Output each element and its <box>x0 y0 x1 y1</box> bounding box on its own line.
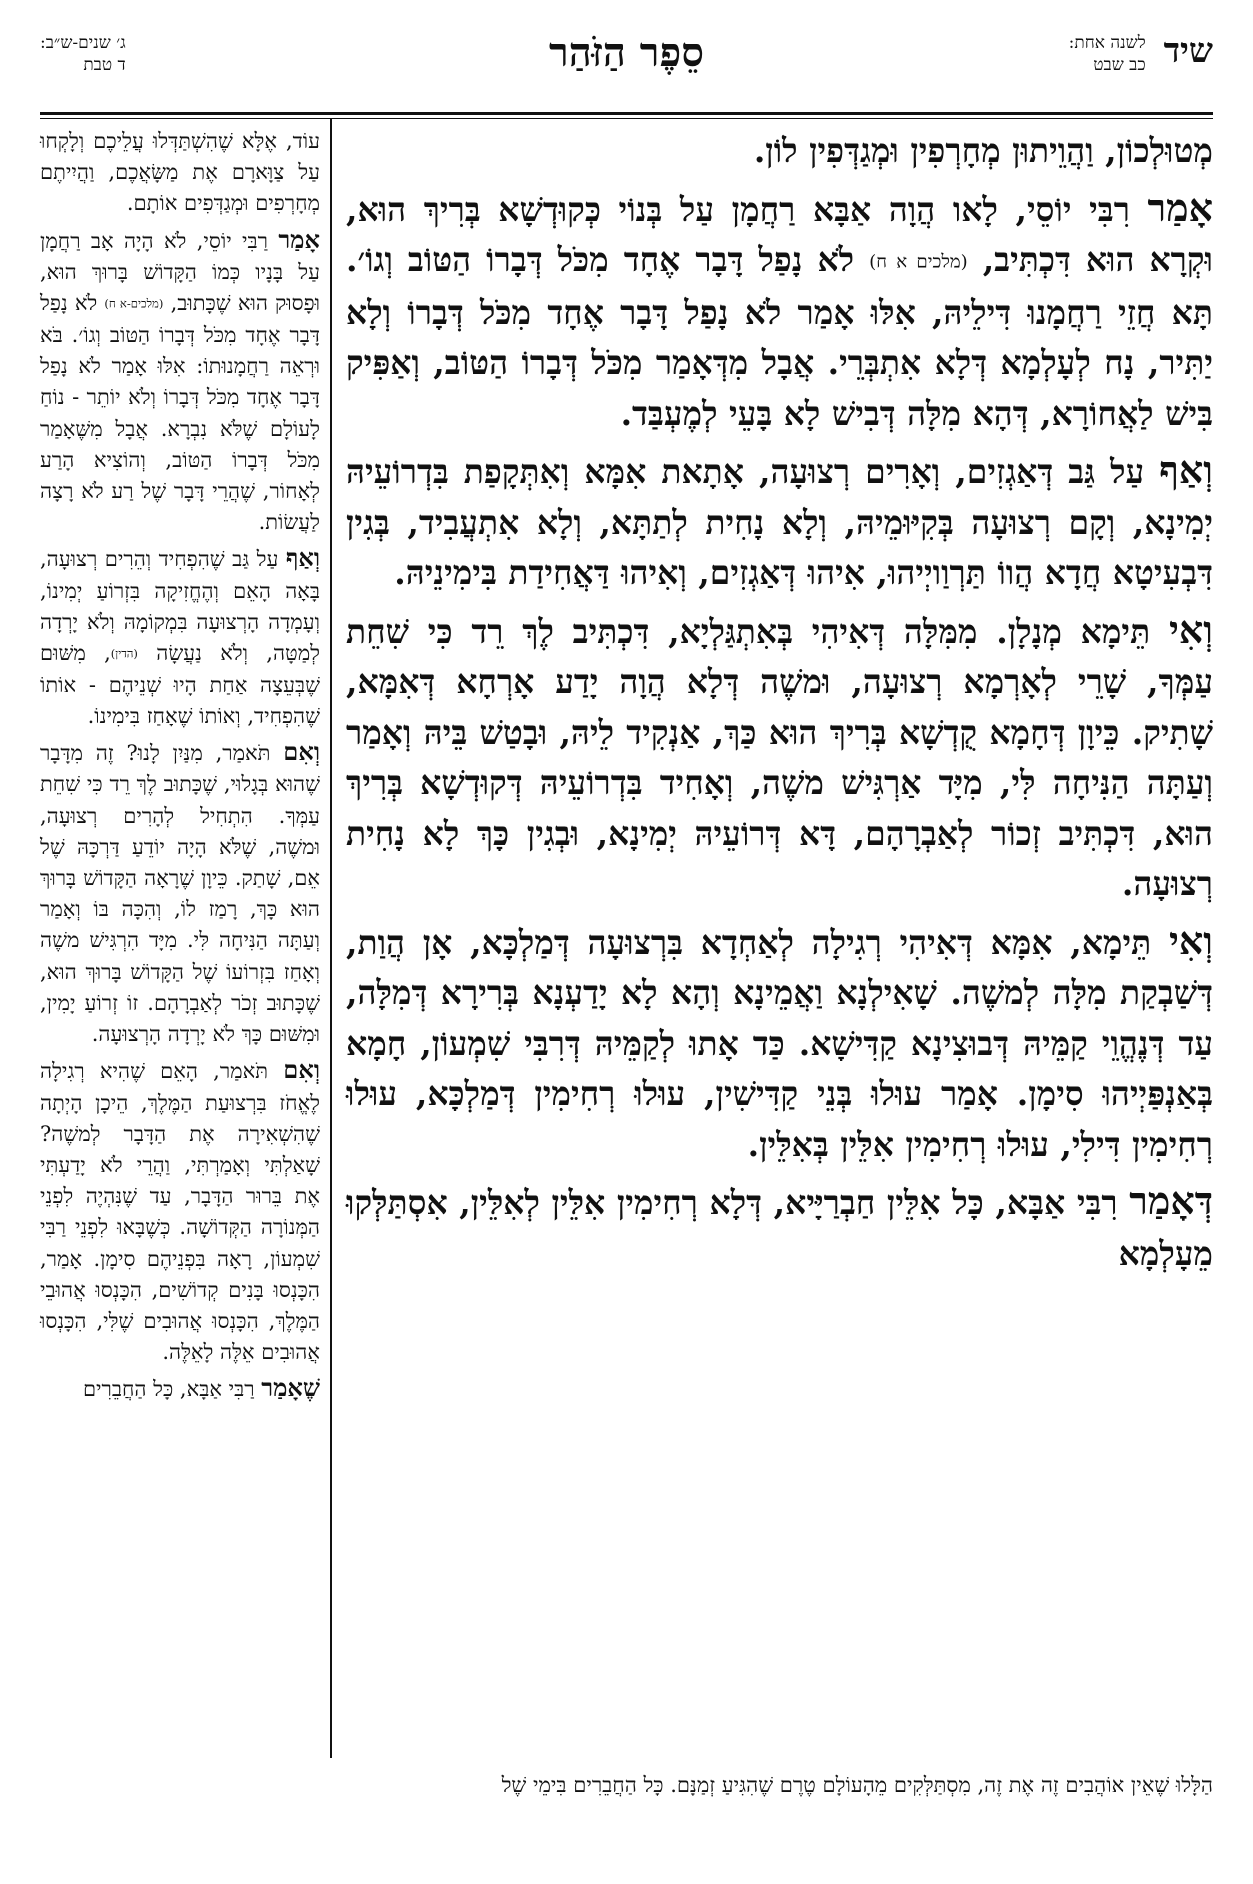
hebrew-paragraph <box>40 1372 320 1405</box>
paragraph-lead-word: וְאִי <box>1168 606 1213 652</box>
hebrew-text: תֹּאמַר, הָאֵם שֶׁהִיא רְגִילָה לֶאֱחֹז בִּרְצוּעַת הַמֶּלֶךְ, הֵיכָן הָיְתָה שֶׁהִשְׁאִירָה אֶת הַדָּבָר לְמשֶׁה? שָׁאַלְתִּי וְאָמַרְתִּי, וַהֲרֵי לֹא יָדַעְתִּי אֶת בֵּרוּר הַדָּבָר, עַד שֶׁנִּהְיֶה לִפְנֵי הַמְּנוֹרָה הַקְּדוֹשָׁה. כְּשֶׁבָּאוּ לִפְנֵי רַבִּי שִׁמְעוֹן, רָאָה בִּפְנֵיהֶם סִימָן. אָמַר, הִכָּנְסוּ בָּנִים קְדוֹשִׁים, הִכָּנְסוּ אֲהוּבֵי הַמֶּלֶךְ, הִכָּנְסוּ אֲהוּבִים שֶׁלִּי, הִכָּנְסוּ אֲהוּבִים אֵלֶּה לָאֵלֶּה. <box>40 1059 320 1365</box>
paragraph-lead-word: שֶׁאָמַר <box>261 1373 320 1403</box>
hebrew-text: עַל גַּב שֶׁהִפְחִיד וְהֵרִים רְצוּעָה, בָּאָה הָאֵם וְהֶחֱזִיקָה בִּזְרוֹעַ יְמִינוֹ, וְעָמְדָה הָרְצוּעָה בִּמְקוֹמָהּ וְלֹא יָרְדָה לְמַטָּה, וְלֹא נַעֲשָׂה <box>40 547 320 665</box>
book-title: סֵפֶר הַזֹּהַר <box>549 29 704 76</box>
hebrew-text: רַבִּי אַבָּא, כָּל הַחֲבֵרִים <box>82 1377 262 1402</box>
paragraph-lead-word: וְאַף <box>285 543 320 573</box>
hebrew-paragraph <box>40 542 320 732</box>
hebrew-text: רַבִּי יוֹסֵי, לֹא הָיָה אָב רַחֲמָן עַל בָּנָיו כְּמוֹ הַקָּדוֹשׁ בָּרוּךְ הוּא, וּפָסוּק הוּא שֶׁכָּתוּב, <box>40 228 320 316</box>
aramaic-text: רִבִּי אַבָּא, כָּל אִלֵּין חַבְרַיָּיא, דְּלָא רְחִימִין אִלֵּין לְאִלֵּין, אִסְתַּלְּקוּ מֵעָלְמָא <box>346 1183 1213 1273</box>
hebrew-paragraph <box>40 126 320 220</box>
hebrew-paragraph <box>40 736 320 1050</box>
hebrew-text: , מִשּׁוּם שֶׁבְּעֵצָה אַחַת הָיוּ שְׁנֵיהֶם - אוֹתוֹ שֶׁהִפְחִיד, וְאוֹתוֹ שֶׁאָחַז בִּימִינוֹ. <box>40 640 320 729</box>
paragraph-lead-word: אָמַר <box>1147 184 1213 230</box>
verse-reference: (מלכים-א ח) <box>104 296 164 311</box>
aramaic-paragraph <box>346 183 1213 440</box>
header-rule-thin <box>40 118 1213 119</box>
aramaic-text: תֵּימָא מְנָלָן. מִמִּלָּה דְּאִיהִי בְּאִתְגַּלְיָא, דִּכְתִּיב לֶךְ רֵד כִּי שִׁחֵת עַמְּךָ, שָׁרֵי לְאָרְמָא רְצוּעָה, וּמשֶׁה דְּלָא הֲוָה יָדַע אָרְחָא דְּאִמָּא, שָׁתִיק. כֵּיוָן דְּחָמָא קֻדְשָׁא בְּרִיךְ הוּא כַּךְ, אַנְקִיד לֵיהּ, וּבָטַשׁ בֵּיהּ וְאָמַר וְעַתָּה הַנִּיחָה לִּי, מִיָּד אַרְגִּישׁ משֶׁה, וְאָחִיד בִּדְרוֹעֵיהּ דְּקוּדְשָׁא בְּרִיךְ הוּא, דִּכְתִּיב זְכוֹר לְאַבְרָהָם, דָּא דְּרוֹעֵיהּ יְמִינָא, וּבְגִין כָּךְ לָא נָחִית רְצוּעָה. <box>346 611 1213 904</box>
hebrew-paragraph <box>40 1054 320 1368</box>
aramaic-text: לֹא נָפַל דָּבָר אֶחָד מִכֹּל דְּבָרוֹ הַטּוֹב וְגוֹ׳. תָּא חֲזֵי רַחֲמָנוּ דִּילֵיהּ, אִלּוּ אָמַר לֹא נָפַל דָּבָר אֶחָד מִכֹּל דְּבָרוֹ וְלָא יַתִּיר, נָח לְעָלְמָא דְּלָא אִתְבְּרֵי. אֲבָל מִדְּאָמַר מִכֹּל דְּבָרוֹ הַטּוֹב, וְאַפִּיק בִּישׁ לַאֲחוֹרָא, דְּהָא מִלָּה דְּבִישׁ לָא בָּעֵי לְמֶעְבַּד. <box>346 240 1213 433</box>
schedule-right-line2: כב שבט <box>1093 55 1146 75</box>
paragraph-lead-word: אָמַר <box>278 224 320 254</box>
paragraph-lead-word: וְאִי <box>1168 917 1213 963</box>
hebrew-text: תֹּאמַר, מִנַּיִן לָנוּ? זֶה מִדָּבָר שֶׁהוּא בְּגָלוּי, שֶׁכָּתוּב לֶךְ רֵד כִּי שִׁחֵת עַמְּךָ. הִתְחִיל לְהָרִים רְצוּעָה, וּמשֶׁה, שֶׁלֹּא הָיָה יוֹדֵעַ דַּרְכָּהּ שֶׁל אֵם, שָׁתַק. כֵּיוָן שֶׁרָאָה הַקָּדוֹשׁ בָּרוּךְ הוּא כָּךְ, רָמַז לוֹ, וְהִכָּה בּוֹ וְאָמַר וְעַתָּה הַנִּיחָה לִּי. מִיָּד הִרְגִּישׁ משֶׁה וְאָחַז בִּזְרוֹעוֹ שֶׁל הַקָּדוֹשׁ בָּרוּךְ הוּא, שֶׁכָּתוּב זְכֹר לְאַבְרָהָם. זוֹ זְרוֹעַ יָמִין, וּמִשּׁוּם כָּךְ לֹא יָרְדָה הָרְצוּעָה. <box>40 741 320 1047</box>
schedule-right-line1: לשנה אחת: <box>1068 33 1146 53</box>
aramaic-text: תֵּימָא, אִמָּא דְּאִיהִי רְגִילָה לְאַחְדָא בִּרְצוּעָה דְּמַלְכָּא, אָן הֲוַת, דְּשַׁבְקַת מִלָּה לְמשֶׁה. שָׁאִילְנָא וַאֲמֵינָא וְהָא לָא יָדַעְנָא בְּרִירָא דְּמִלָּה, עַד דְּנֶהֱוֵי קַמֵּיהּ דְּבוּצִינָא קַדִּישָׁא. כַּד אָתוּ לְקַמֵּיהּ דְּרִבִּי שִׁמְעוֹן, חָמָא בְּאַנְפַּיְיהוּ סִימָן. אָמַר עוּלוּ בְּנֵי קַדִּישִׁין, עוּלוּ רְחִימִין דְּמַלְכָּא, עוּלוּ רְחִימִין דִּילִי, עוּלוּ רְחִימִין אִלֵּין בְּאִלֵּין. <box>346 922 1213 1164</box>
study-schedule-left <box>40 32 126 76</box>
continuation-line: הַלָּלוּ שֶׁאֵין אוֹהֲבִים זֶה אֶת זֶה, מִסְתַּלְּקִים מֵהָעוֹלָם טֶרֶם שֶׁהִגִּיעַ זְמַנָּם. כָּל הַחֲבֵרִים בִּימֵי שֶׁל <box>501 1773 1213 1797</box>
aramaic-paragraph <box>346 605 1213 910</box>
aramaic-text: רִבִּי יוֹסֵי, לָאו הֲוָה אַבָּא רַחֲמָן עַל בְּנוֹי כְּקוּדְשָׁא בְּרִיךְ הוּא, וּקְרָא הוּא דִּכְתִּיב, <box>346 189 1213 279</box>
column-divider <box>330 118 332 1758</box>
hebrew-paragraph <box>40 224 320 539</box>
paragraph-lead-word: וְאִם <box>283 1055 320 1085</box>
hebrew-text: עוֹד, אֶלָּא שֶׁהִשְׁתַּדְּלוּ עֲלֵיכֶם וְלָקְחוּ עַל צַוָּארָם אֶת מַשָּׂאֲכֶם, וַהֲיִיתֶם מְחָרְפִים וּמְגַדְּפִים אוֹתָם. <box>40 129 320 216</box>
paragraph-lead-word: דְּאָמַר <box>1129 1178 1213 1224</box>
page-number: שיד <box>1163 31 1213 71</box>
aramaic-paragraph <box>346 126 1213 177</box>
schedule-left-line2: ד טבת <box>83 55 126 75</box>
header-rule <box>40 112 1213 115</box>
schedule-left-line1: ג׳ שנים-ש״ב: <box>40 33 126 53</box>
paragraph-lead-word: וְאַף <box>1159 447 1214 493</box>
editorial-note: (הדין) <box>110 646 138 661</box>
aramaic-text: עַל גַּב דְּאַגְזִים, וְאָרִים רְצוּעָה, אָתָאת אִמָּא וְאִתְּקָפַת בִּדְרוֹעֵיהּ יְמִינָא, וְקָם רְצוּעָה בְּקִיּוּמֵיהּ, וְלָא נָחִית לְתַתָּא, וְלָא אִתְעֲבִיד, בְּגִין דִּבְעִיטָא חֲדָא הֲווֹ תַּרְוַויְיהוּ, אִיהוּ דְּאַגְזִים, וְאִיהוּ דַּאֲחִידַת בִּימִינֵיהּ. <box>346 452 1213 593</box>
aramaic-paragraph <box>346 445 1213 599</box>
aramaic-column <box>346 126 1213 1766</box>
page-header <box>40 28 1213 112</box>
aramaic-paragraph <box>346 1176 1213 1279</box>
aramaic-paragraph <box>346 916 1213 1171</box>
hebrew-text: לֹא נָפַל דָּבָר אֶחָד מִכֹּל דְּבָרוֹ הַטּוֹב וְגוֹ׳. בֹּא וּרְאֵה רַחֲמָנוּתוֹ: אִלּוּ אָמַר לֹא נָפַל דָּבָר אֶחָד מִכֹּל דְּבָרוֹ וְלֹא יוֹתֵר - נוֹחַ לָעוֹלָם שֶׁלֹּא נִבְרָא. אֲבָל מִשֶּׁאָמַר מִכֹּל דְּבָרוֹ הַטּוֹב, וְהוֹצִיא הָרַע לְאָחוֹר, שֶׁהֲרֵי דָּבָר שֶׁל רַע לֹא רָצָה לַעֲשׂוֹת. <box>40 291 320 535</box>
paragraph-lead-word: וְאִם <box>283 737 320 767</box>
aramaic-text: מְטוּלְכוֹן, וַהֲוֵיתוּן מְחָרְפִין וּמְגַדְּפִין לוֹן. <box>753 131 1213 170</box>
hebrew-translation-column <box>40 126 320 1766</box>
verse-reference: (מלכים א ח) <box>869 251 968 273</box>
